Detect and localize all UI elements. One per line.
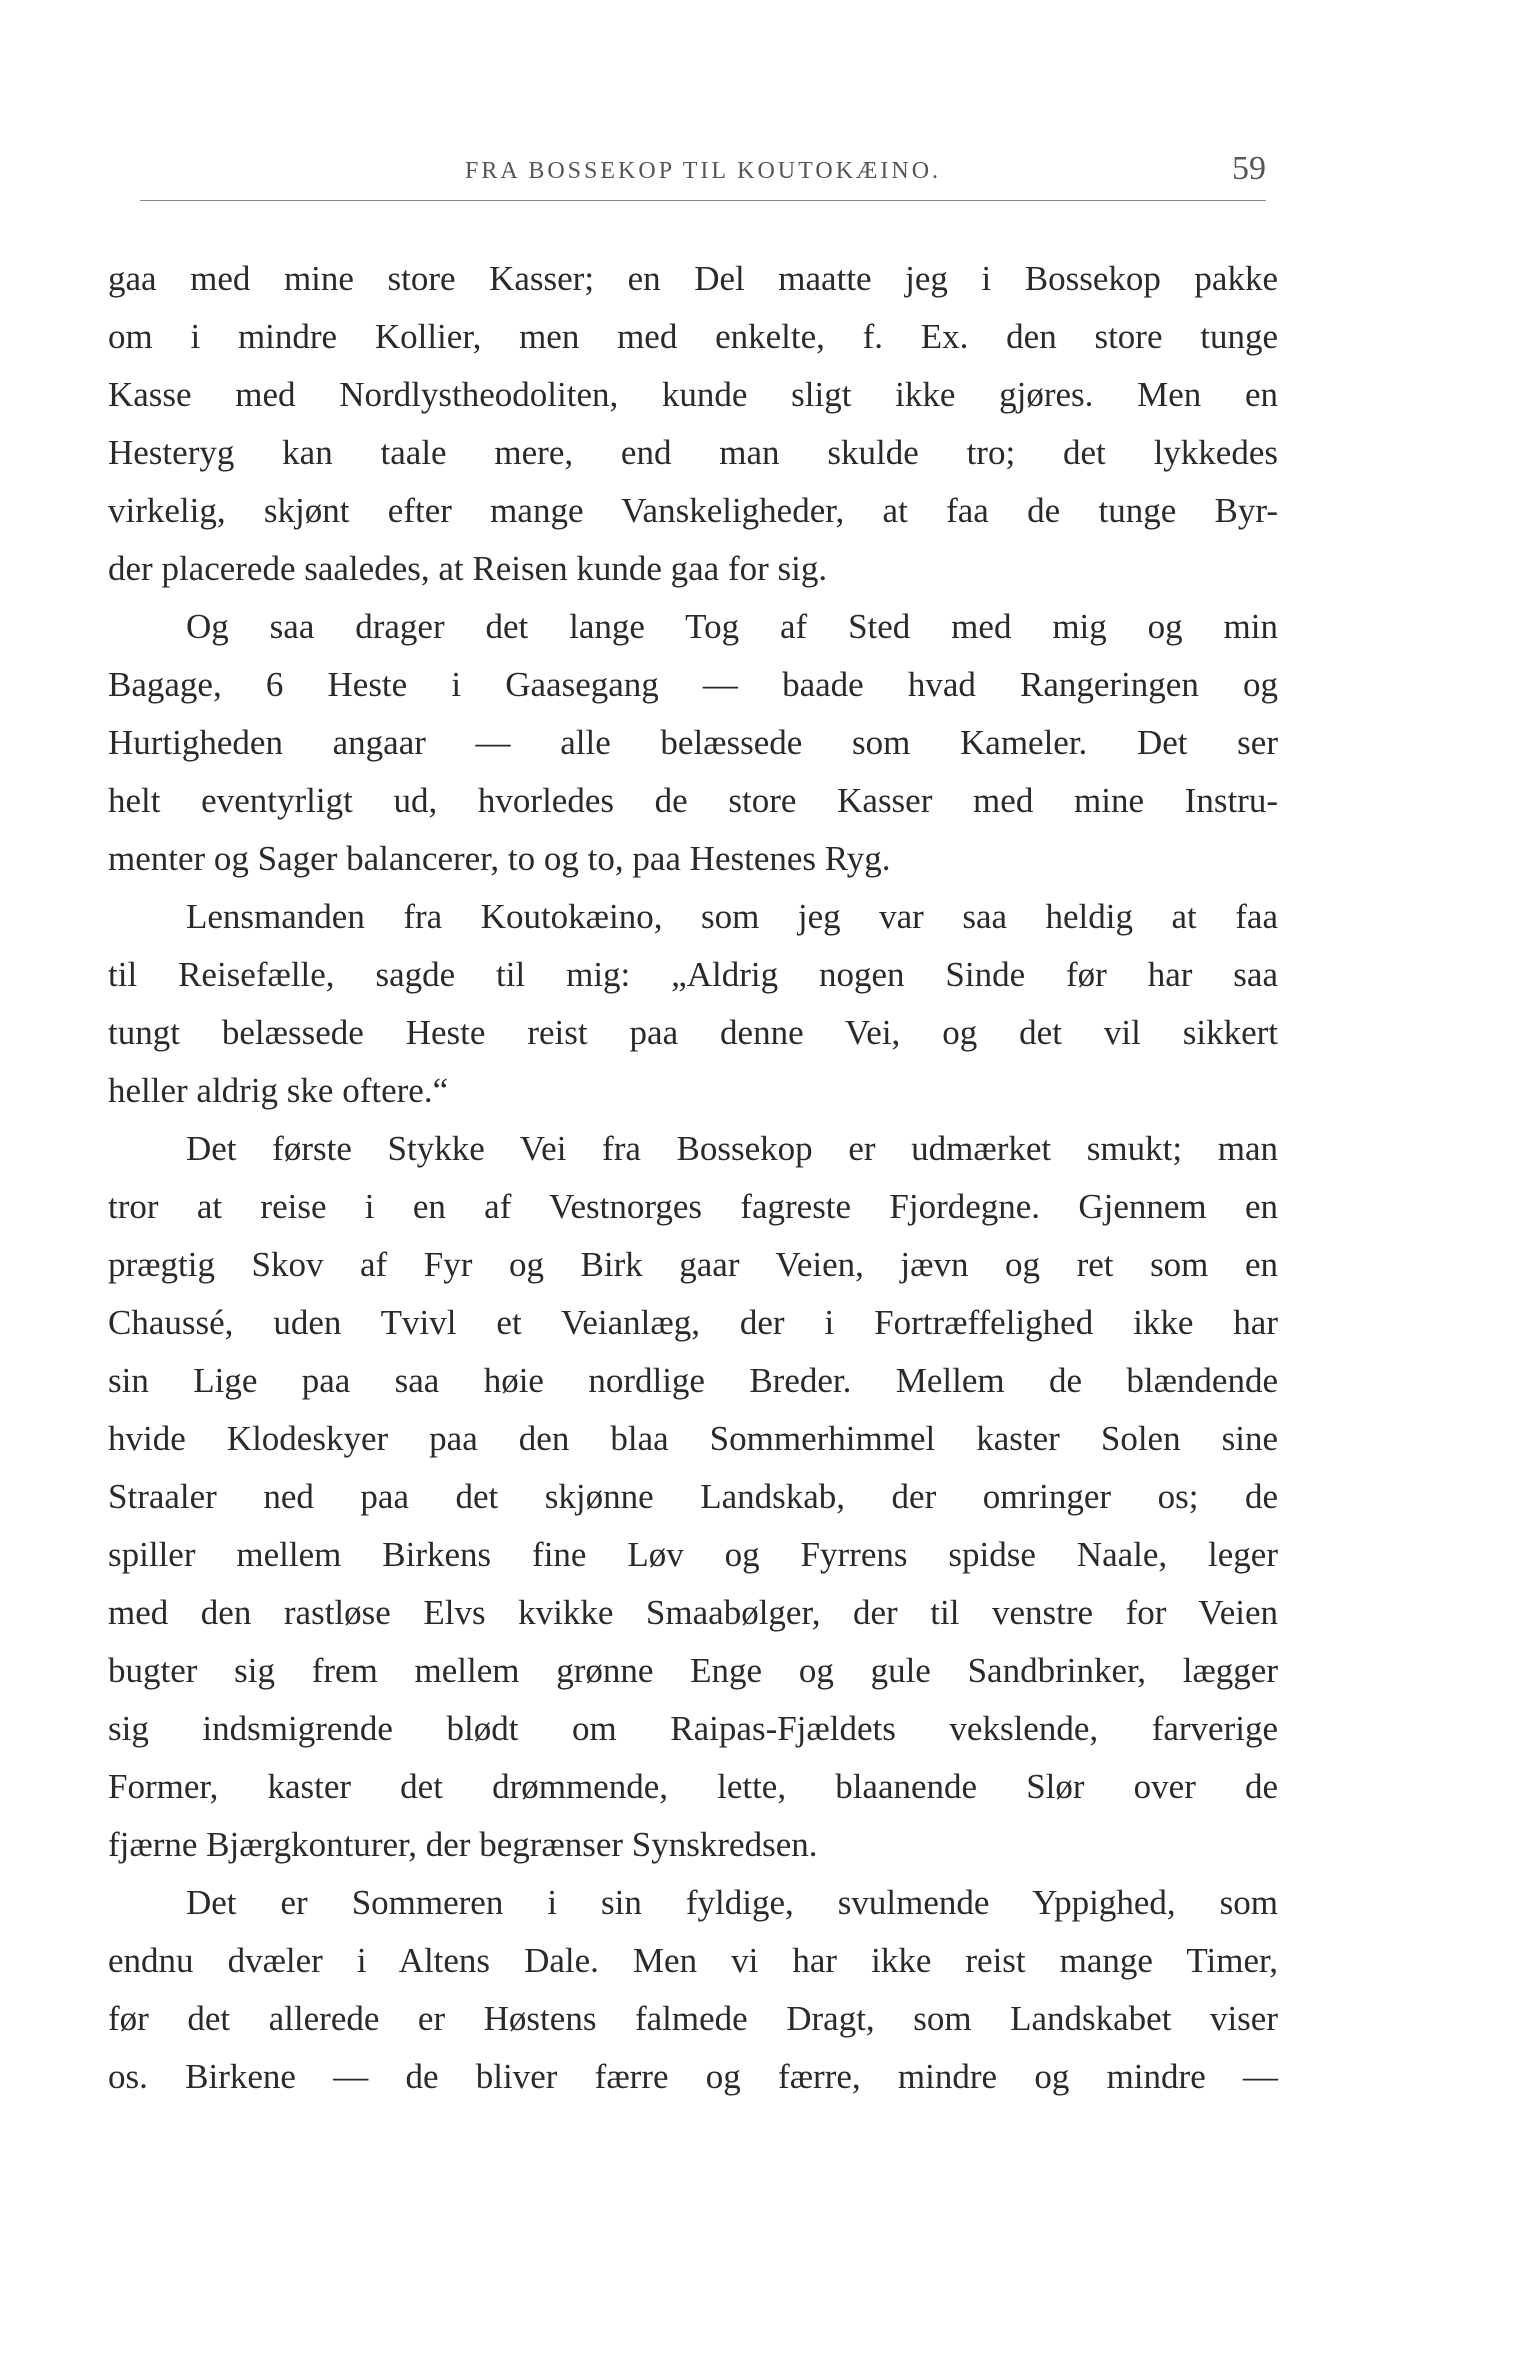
- page-number: 59: [1232, 150, 1266, 187]
- body-text: [108, 250, 1278, 2106]
- text-line: sig indsmigrende blødt om Raipas-Fjældets vekslende, farverige: [108, 1709, 1278, 1748]
- text-line: tungt belæssede Heste reist paa denne Vei, og det vil sikkert: [108, 1013, 1278, 1052]
- text-line: tror at reise i en af Vestnorges fagreste Fjordegne. Gjennem en: [108, 1187, 1278, 1226]
- text-line: gaa med mine store Kasser; en Del maatte jeg i Bossekop pakke: [108, 259, 1278, 298]
- text-line: Former, kaster det drømmende, lette, blaanende Slør over de: [108, 1767, 1278, 1806]
- text-line: før det allerede er Høstens falmede Dragt, som Landskabet viser: [108, 1999, 1278, 2038]
- text-line: til Reisefælle, sagde til mig: „Aldrig nogen Sinde før har saa: [108, 955, 1278, 994]
- running-title: FRA BOSSEKOP TIL KOUTOKÆINO.: [464, 158, 942, 184]
- header-rule: [140, 200, 1266, 201]
- text-line: Straaler ned paa det skjønne Landskab, der omringer os; de: [108, 1477, 1278, 1516]
- text-line: prægtig Skov af Fyr og Birk gaar Veien, jævn og ret som en: [108, 1245, 1278, 1284]
- text-line: helt eventyrligt ud, hvorledes de store Kasser med mine Instru-: [108, 781, 1278, 820]
- paragraph-first-line: Det første Stykke Vei fra Bossekop er udmærket smukt; man: [186, 1129, 1278, 1168]
- text-line: Hesteryg kan taale mere, end man skulde tro; det lykkedes: [108, 433, 1278, 472]
- text-line: Kasse med Nordlystheodoliten, kunde sligt ikke gjøres. Men en: [108, 375, 1278, 414]
- text-line: med den rastløse Elvs kvikke Smaabølger, der til venstre for Veien: [108, 1593, 1278, 1632]
- running-header: [140, 150, 1266, 196]
- text-line: fjærne Bjærgkonturer, der begrænser Synskredsen.: [108, 1825, 818, 1864]
- text-line: Bagage, 6 Heste i Gaasegang — baade hvad Rangeringen og: [108, 665, 1278, 704]
- text-line: endnu dvæler i Altens Dale. Men vi har ikke reist mange Timer,: [108, 1941, 1278, 1980]
- text-line: der placerede saaledes, at Reisen kunde gaa for sig.: [108, 549, 828, 588]
- text-line: virkelig, skjønt efter mange Vanskeligheder, at faa de tunge Byr-: [108, 491, 1278, 530]
- text-line: hvide Klodeskyer paa den blaa Sommerhimmel kaster Solen sine: [108, 1419, 1278, 1458]
- paragraph-first-line: Lensmanden fra Koutokæino, som jeg var saa heldig at faa: [186, 897, 1278, 936]
- text-line: spiller mellem Birkens fine Løv og Fyrrens spidse Naale, leger: [108, 1535, 1278, 1574]
- text-line: menter og Sager balancerer, to og to, paa Hestenes Ryg.: [108, 839, 891, 878]
- paragraph-first-line: Det er Sommeren i sin fyldige, svulmende Yppighed, som: [186, 1883, 1278, 1922]
- text-line: Chaussé, uden Tvivl et Veianlæg, der i Fortræffelighed ikke har: [108, 1303, 1278, 1342]
- text-line: sin Lige paa saa høie nordlige Breder. Mellem de blændende: [108, 1361, 1278, 1400]
- paragraph-first-line: Og saa drager det lange Tog af Sted med mig og min: [186, 607, 1278, 646]
- text-line: os. Birkene — de bliver færre og færre, mindre og mindre —: [108, 2057, 1278, 2096]
- text-line: bugter sig frem mellem grønne Enge og gule Sandbrinker, lægger: [108, 1651, 1278, 1690]
- text-line: om i mindre Kollier, men med enkelte, f. Ex. den store tunge: [108, 317, 1278, 356]
- text-line: heller aldrig ske oftere.“: [108, 1071, 449, 1110]
- text-line: Hurtigheden angaar — alle belæssede som Kameler. Det ser: [108, 723, 1278, 762]
